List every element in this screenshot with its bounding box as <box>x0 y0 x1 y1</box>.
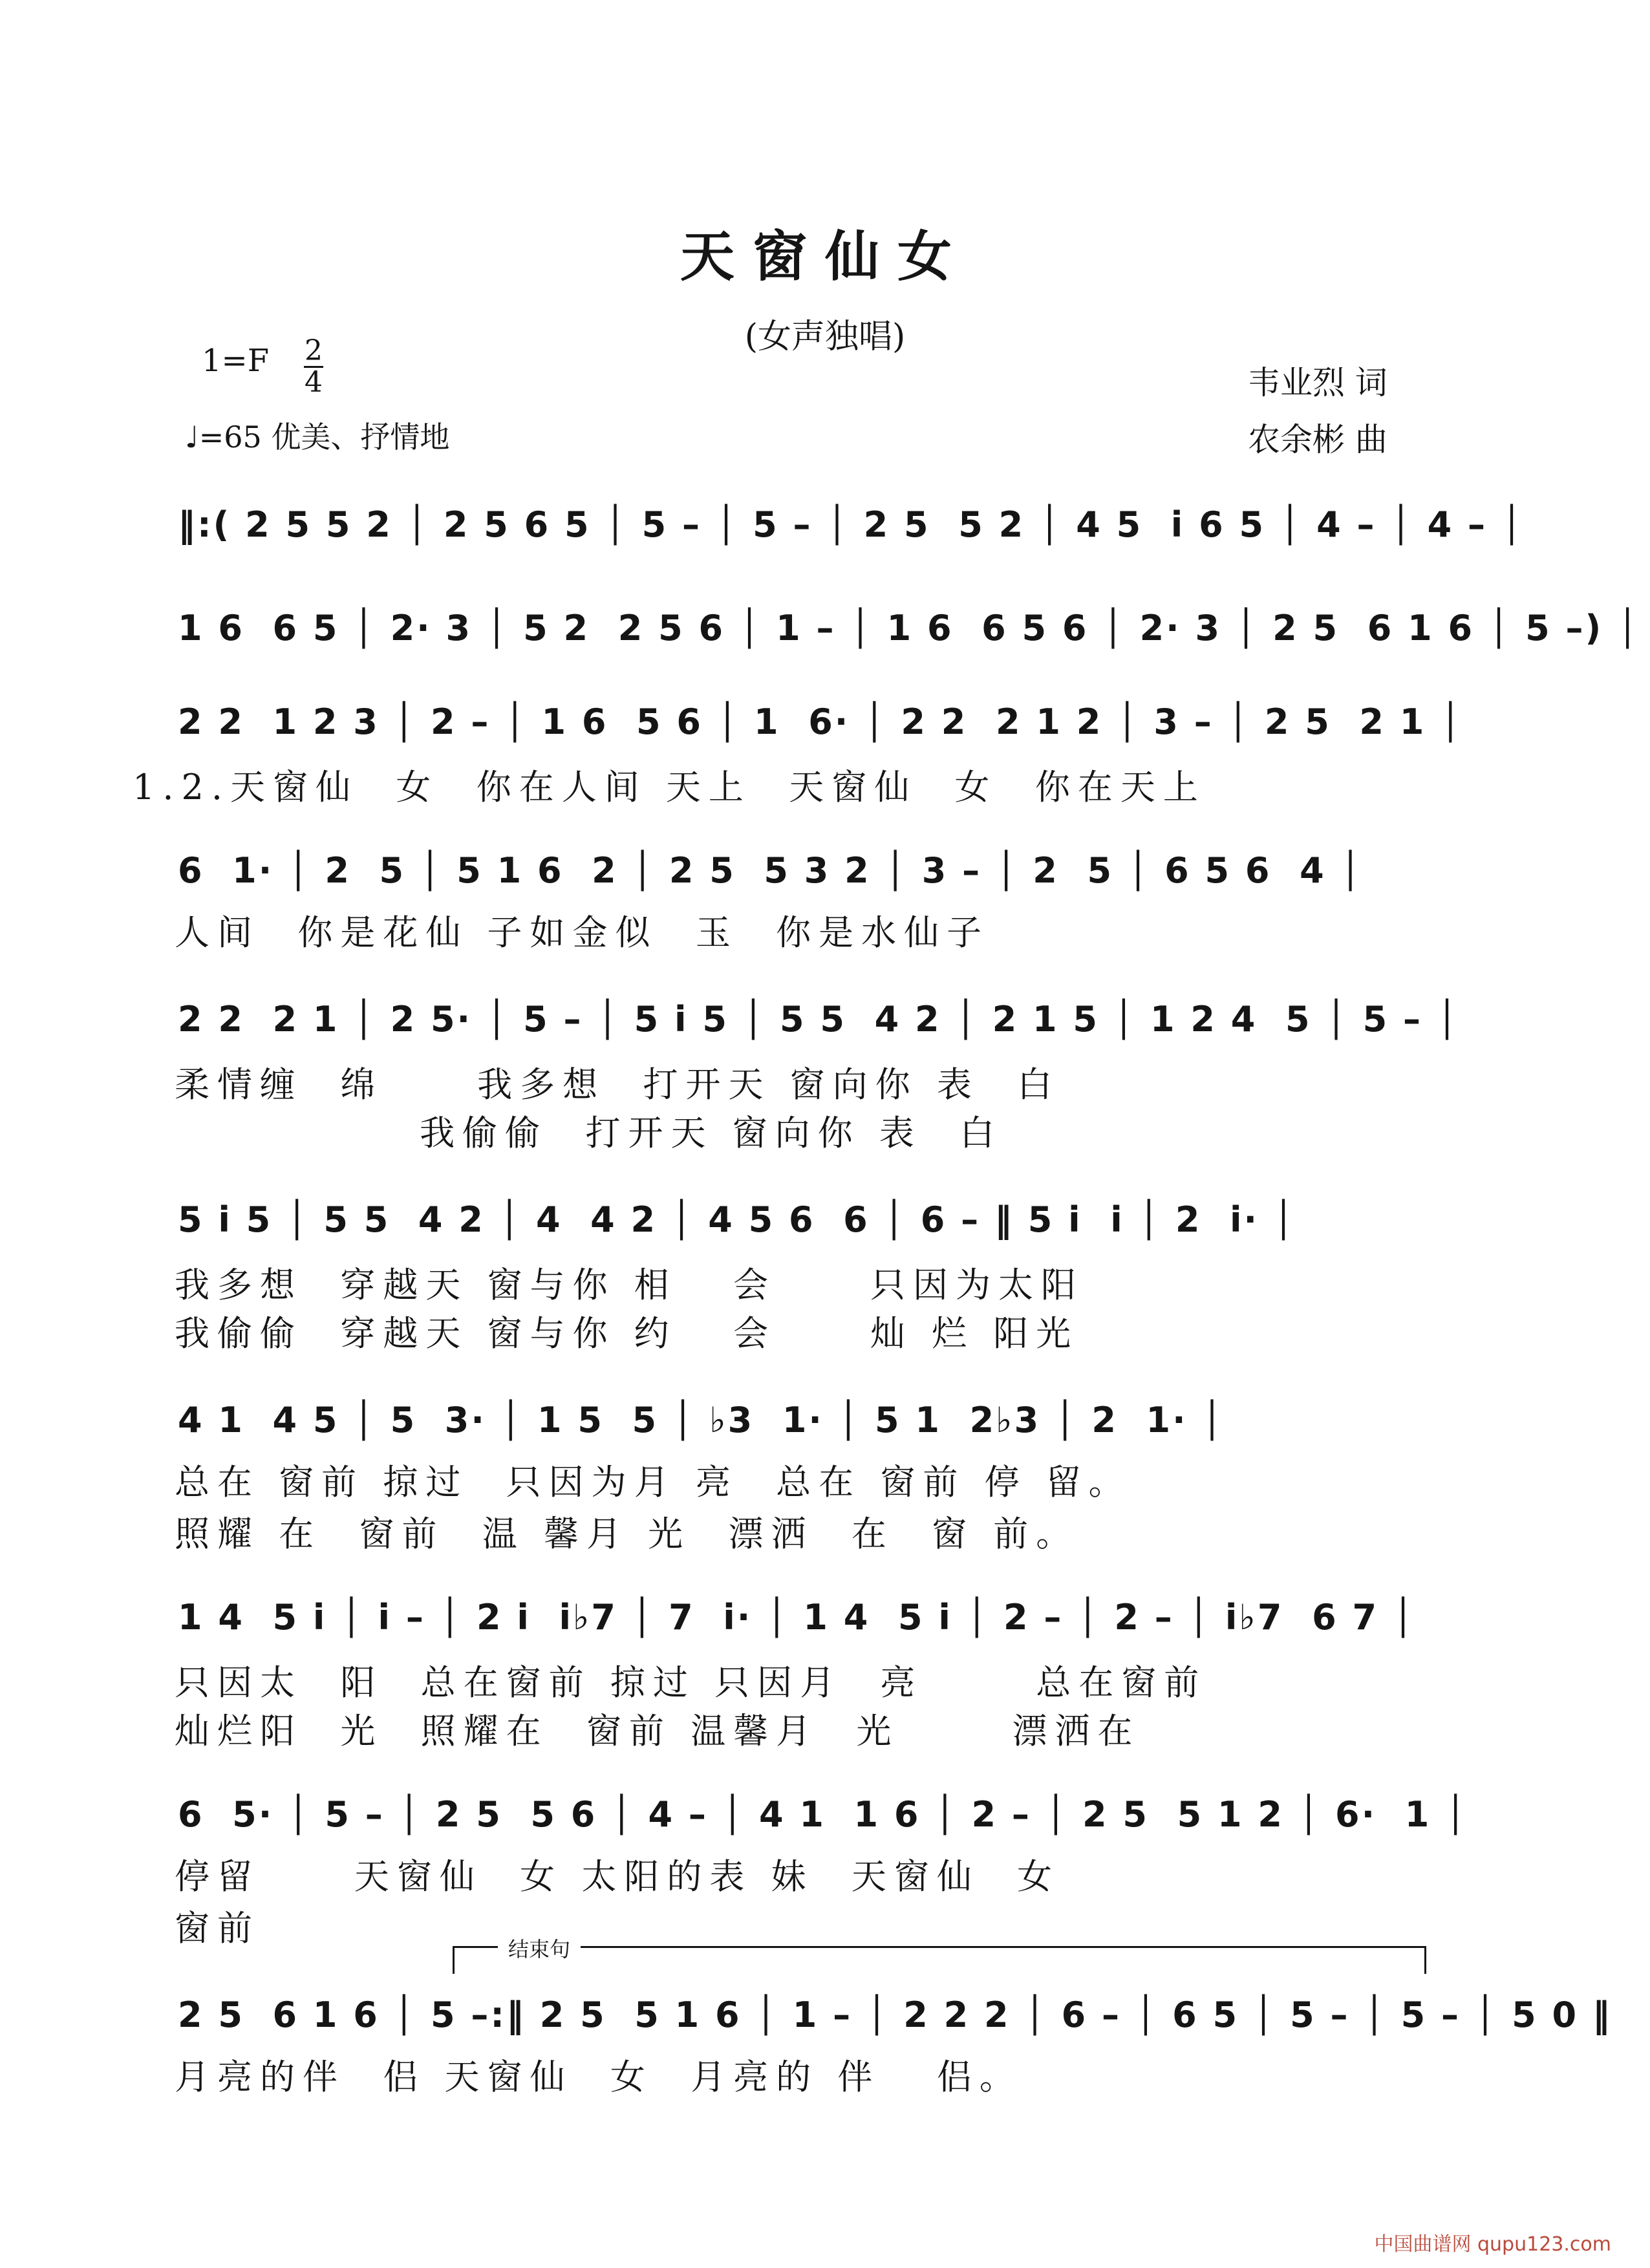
lyrics-system-8-verse-2: 灿烂阳 光 照耀在 窗前 温馨月 光 漂洒在 <box>175 1711 1141 1751</box>
notation-system-9: 6 5· │ 5 – │ 2 5 5 6 │ 4 – │ 4 1 1 6 │ 2 – │ 2 5 5 1 2 │ 6· 1 │ <box>178 1794 1468 1835</box>
notation-system-1: ‖:( 2 5 5 2 │ 2 5 6 5 │ 5 – │ 5 – │ 2 5 5 2 │ 4 5 i 6 5 │ 4 – │ 4 – │ <box>178 504 1525 545</box>
lyrics-system-6-verse-1: 我多想 穿越天 窗与你 相 会 只因为太阳 <box>175 1265 1084 1305</box>
composer-credit: 农余彬 曲 <box>1248 421 1388 458</box>
time-signature-bottom: 4 <box>305 366 323 399</box>
site-watermark: 中国曲谱网 qupu123.com <box>1374 2233 1611 2256</box>
time-signature-top: 2 <box>305 334 323 367</box>
time-signature <box>304 336 323 398</box>
lyrics-system-4: 人间 你是花仙 子如金似 玉 你是水仙子 <box>175 912 990 953</box>
lyrics-system-9-verse-1: 停留 天窗仙 女 太阳的表 妹 天窗仙 女 <box>175 1856 1060 1897</box>
lyrics-system-10: 月亮的伴 侣 天窗仙 女 月亮的 伴 侣。 <box>175 2057 1022 2097</box>
notation-system-2: 1 6 6 5 │ 2· 3 │ 5 2 2 5 6 │ 1 – │ 1 6 6 5 6 │ 2· 3 │ 2 5 6 1 6 │ 5 –) │ <box>178 608 1640 648</box>
song-subtitle: (女声独唱) <box>744 317 906 356</box>
lyrics-system-5-verse-2: 我偷偷 打开天 窗向你 表 白 <box>175 1113 1003 1153</box>
notation-system-5: 2 2 2 1 │ 2 5· │ 5 – │ 5 i 5 │ 5 5 4 2 │ 2 1 5 │ 1 2 4 5 │ 5 – │ <box>178 999 1460 1040</box>
lyrics-system-6-verse-2: 我偷偷 穿越天 窗与你 约 会 灿 烂 阳光 <box>175 1313 1079 1354</box>
notation-system-8: 1 4 5 i │ i – │ 2 i i♭7 │ 7 i· │ 1 4 5 i │ 2 – │ 2 – │ i♭7 6 7 │ <box>178 1597 1416 1638</box>
lyricist-credit: 韦业烈 词 <box>1248 364 1388 401</box>
notation-system-6: 5 i 5 │ 5 5 4 2 │ 4 4 2 │ 4 5 6 6 │ 6 – ‖ 5 i i │ 2 i· │ <box>178 1199 1296 1240</box>
notation-system-7: 4 1 4 5 │ 5 3· │ 1 5 5 │ ♭3 1· │ 5 1 2♭3 │ 2 1· │ <box>178 1400 1225 1440</box>
song-title: 天窗仙女 <box>680 224 970 288</box>
notation-system-4: 6 1· │ 2 5 │ 5 1 6 2 │ 2 5 5 3 2 │ 3 – │ 2 5 │ 6 5 6 4 │ <box>178 850 1363 891</box>
lyrics-system-7-verse-1: 总在 窗前 掠过 只因为月 亮 总在 窗前 停 留。 <box>175 1462 1131 1503</box>
tempo-marking: ♩=65 优美、抒情地 <box>185 420 450 455</box>
ending-label: 结束句 <box>498 1933 581 1963</box>
lyrics-system-5-verse-1: 柔情缠 绵 我多想 打开天 窗向你 表 白 <box>175 1064 1060 1105</box>
key-signature: 1=F <box>202 343 270 379</box>
notation-system-10: 2 5 6 1 6 │ 5 –:‖ 2 5 5 1 6 │ 1 – │ 2 2 2 │ 6 – │ 6 5 │ 5 – │ 5 – │ 5 0 ‖ <box>178 1995 1612 2035</box>
lyrics-system-7-verse-2: 照耀 在 窗前 温 馨月 光 漂洒 在 窗 前。 <box>175 1514 1079 1554</box>
lyrics-system-9-verse-2: 窗前 <box>175 1908 260 1949</box>
ending-bracket <box>453 1946 1426 1974</box>
lyrics-system-3: 1.2.天窗仙 女 你在人间 天上 天窗仙 女 你在天上 <box>133 767 1206 808</box>
lyrics-system-8-verse-1: 只因太 阳 总在窗前 掠过 只因月 亮 总在窗前 <box>175 1662 1207 1703</box>
notation-system-3: 2 2 1 2 3 │ 2 – │ 1 6 5 6 │ 1 6· │ 2 2 2 1 2 │ 3 – │ 2 5 2 1 │ <box>178 701 1463 742</box>
